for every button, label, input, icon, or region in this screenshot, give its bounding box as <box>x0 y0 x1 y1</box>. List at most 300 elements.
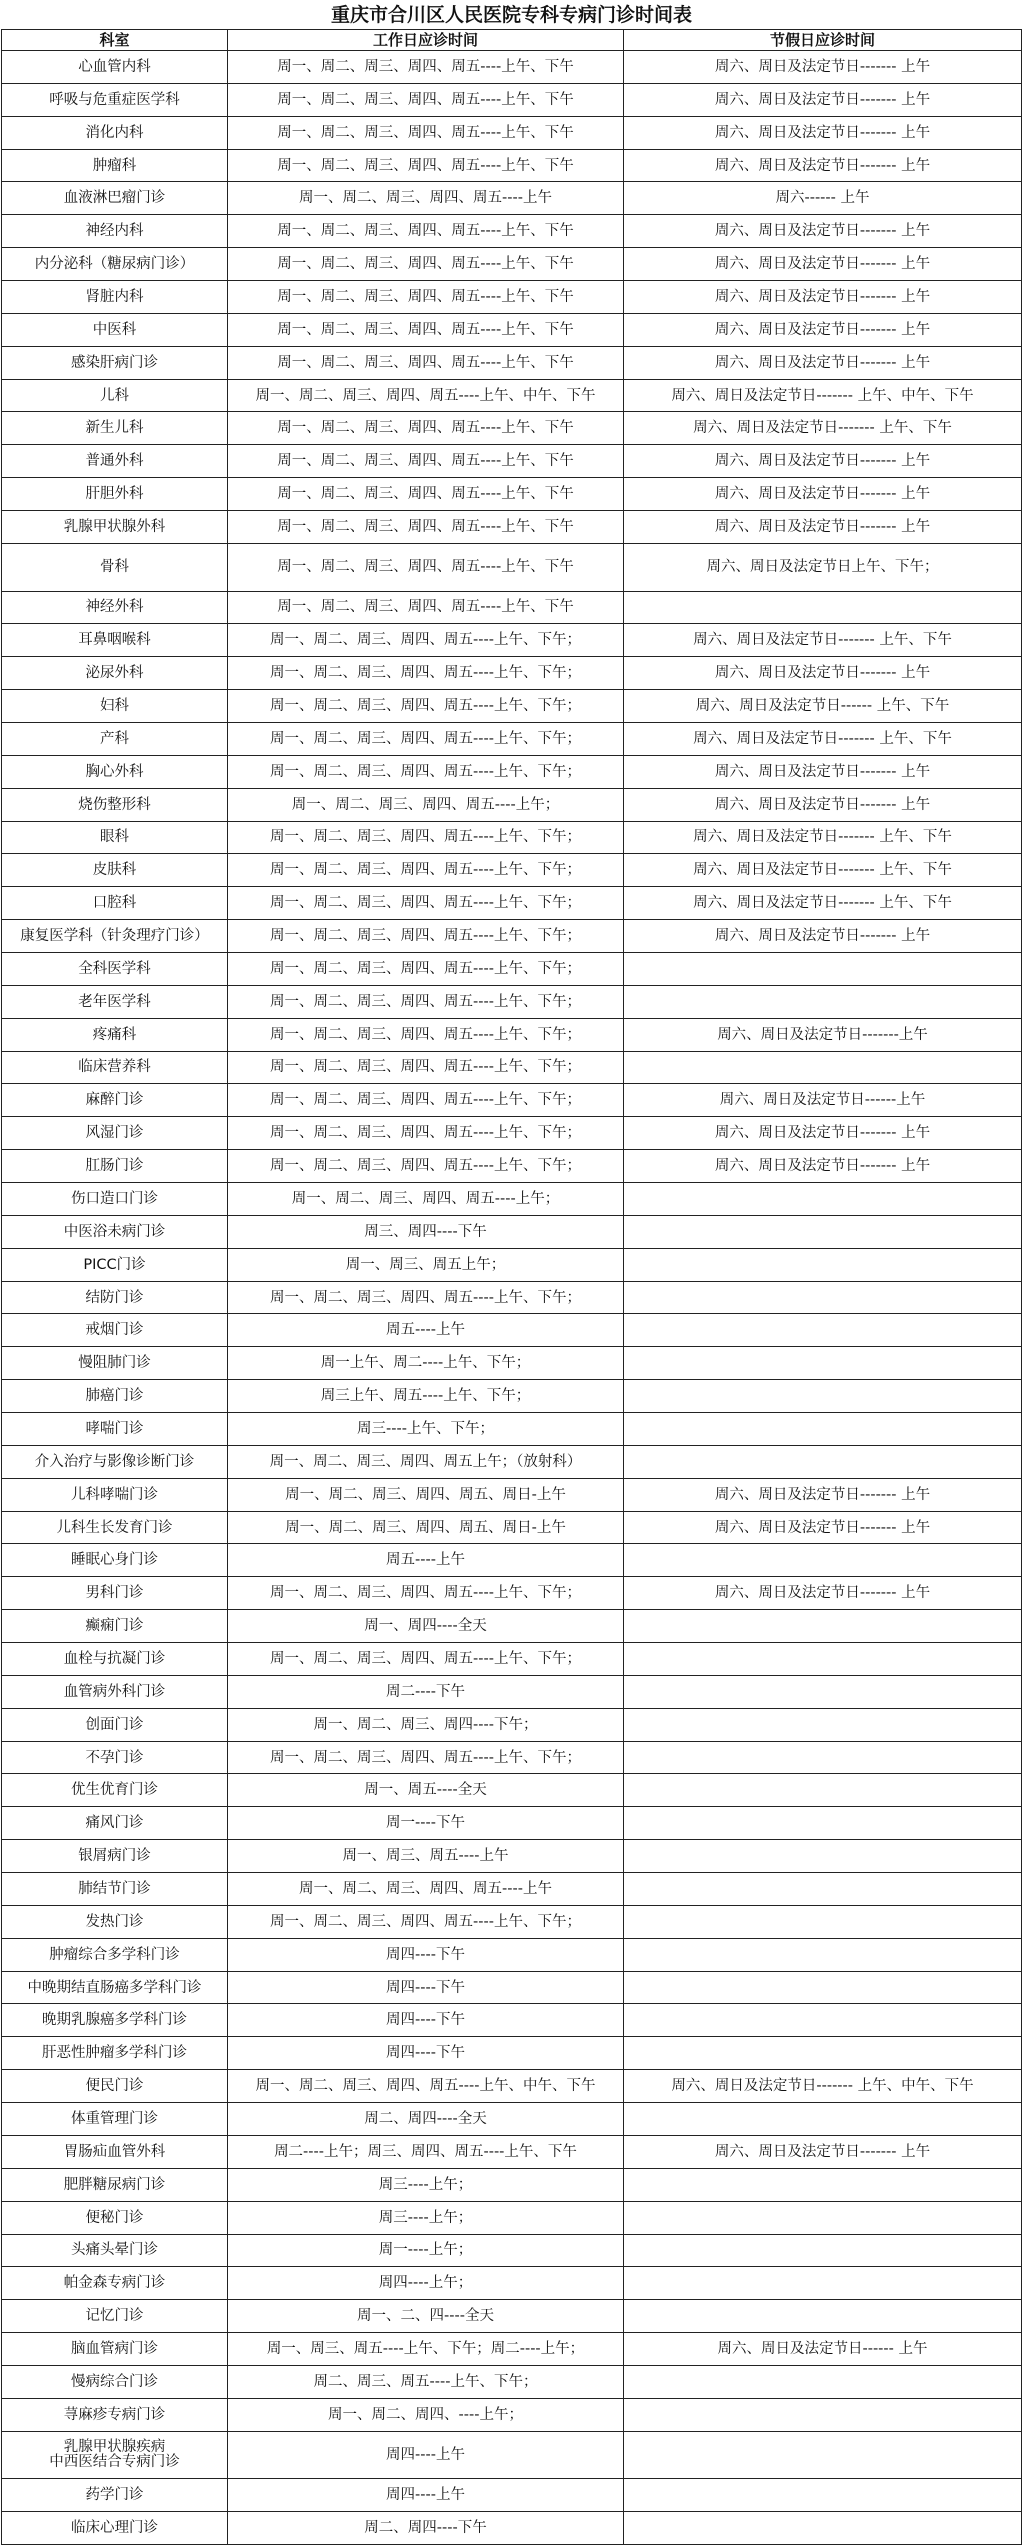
dept-cell: 肥胖糖尿病门诊 <box>2 2168 228 2201</box>
table-row <box>2 788 1022 821</box>
table-row <box>2 2267 1022 2300</box>
dept-cell: 中晚期结直肠癌多学科门诊 <box>2 1971 228 2004</box>
weekday-cell: 周一、周二、周三、周四、周五----上午、下午 <box>228 248 624 281</box>
table-row <box>2 887 1022 920</box>
dept-cell: 儿科 <box>2 379 228 412</box>
dept-cell: 伤口造口门诊 <box>2 1183 228 1216</box>
dept-cell: 创面门诊 <box>2 1708 228 1741</box>
dept-cell: 疼痛科 <box>2 1018 228 1051</box>
dept-cell: 康复医学科（针灸理疗门诊） <box>2 920 228 953</box>
dept-cell: 老年医学科 <box>2 985 228 1018</box>
table-row <box>2 2004 1022 2037</box>
weekday-cell: 周一、周二、周三、周四、周五----上午、下午； <box>228 1643 624 1676</box>
holiday-cell <box>624 2201 1022 2234</box>
holiday-cell: 周六、周日及法定节日------- 上午 <box>624 248 1022 281</box>
page-title: 重庆市合川区人民医院专科专病门诊时间表 <box>330 4 692 26</box>
table-row <box>2 2431 1022 2479</box>
table-row <box>2 1610 1022 1643</box>
dept-cell: 药学门诊 <box>2 2479 228 2512</box>
holiday-cell: 周六、周日及法定节日------- 上午 <box>624 2135 1022 2168</box>
table-row <box>2 2135 1022 2168</box>
dept-cell: 血液淋巴瘤门诊 <box>2 182 228 215</box>
holiday-cell <box>624 2168 1022 2201</box>
table-row <box>2 1643 1022 1676</box>
weekday-cell: 周一、周二、周三、周四、周五----上午、下午； <box>228 952 624 985</box>
holiday-cell: 周六、周日及法定节日------- 上午 <box>624 657 1022 690</box>
dept-cell: 妇科 <box>2 690 228 723</box>
table-row <box>2 1577 1022 1610</box>
holiday-cell: 周六、周日及法定节日------- 上午、下午 <box>624 887 1022 920</box>
weekday-cell: 周四----下午 <box>228 1971 624 2004</box>
weekday-cell: 周三、周四----下午 <box>228 1215 624 1248</box>
table-header-row <box>2 30 1022 51</box>
schedule-table <box>1 29 1022 2545</box>
dept-cell: 介入治疗与影像诊断门诊 <box>2 1445 228 1478</box>
table-row <box>2 2365 1022 2398</box>
weekday-cell: 周一、周二、周三、周四、周五----上午、下午； <box>228 1577 624 1610</box>
table-row <box>2 2479 1022 2512</box>
weekday-cell: 周一、周二、周三、周四、周五----上午、下午 <box>228 478 624 511</box>
dept-cell: 便民门诊 <box>2 2070 228 2103</box>
table-row <box>2 1413 1022 1446</box>
weekday-cell: 周一、周二、周三、周四、周五----上午、下午 <box>228 215 624 248</box>
weekday-cell: 周二、周四----全天 <box>228 2103 624 2136</box>
table-row <box>2 2234 1022 2267</box>
holiday-cell: 周六、周日及法定节日------- 上午 <box>624 1150 1022 1183</box>
dept-cell: 中医浴未病门诊 <box>2 1215 228 1248</box>
weekday-cell: 周一、周二、周三、周四、周五----上午、下午； <box>228 722 624 755</box>
table-row <box>2 281 1022 314</box>
weekday-cell: 周一、周二、周三、周四、周五----上午、下午； <box>228 657 624 690</box>
table-row <box>2 83 1022 116</box>
weekday-cell: 周一、周二、周三、周四、周五----上午、下午； <box>228 624 624 657</box>
holiday-cell: 周六、周日及法定节日------- 上午、下午 <box>624 722 1022 755</box>
weekday-cell: 周四----下午 <box>228 2037 624 2070</box>
weekday-cell: 周一、周二、周三、周四、周五----上午、下午； <box>228 690 624 723</box>
dept-cell: 肺癌门诊 <box>2 1380 228 1413</box>
table-row <box>2 248 1022 281</box>
holiday-cell: 周六、周日及法定节日------- 上午 <box>624 346 1022 379</box>
weekday-cell: 周一、周二、周三、周四、周五----上午、下午； <box>228 821 624 854</box>
holiday-cell <box>624 2365 1022 2398</box>
weekday-cell: 周一、周二、周三、周四、周五----上午、下午 <box>228 281 624 314</box>
weekday-cell: 周一、周二、周三、周四、周五----上午、下午 <box>228 51 624 84</box>
weekday-cell: 周一、周二、周三、周四、周五----上午、下午； <box>228 985 624 1018</box>
holiday-cell: 周六、周日及法定节日------- 上午 <box>624 755 1022 788</box>
table-row <box>2 1117 1022 1150</box>
table-row <box>2 1478 1022 1511</box>
dept-cell: 晚期乳腺癌多学科门诊 <box>2 2004 228 2037</box>
dept-cell: 乳腺甲状腺疾病 中西医结合专病门诊 <box>2 2431 228 2479</box>
weekday-cell: 周一、周二、周三、周四、周五----上午、下午 <box>228 591 624 624</box>
dept-cell: 内分泌科（糖尿病门诊） <box>2 248 228 281</box>
dept-cell: 儿科生长发育门诊 <box>2 1511 228 1544</box>
table-row <box>2 149 1022 182</box>
table-row <box>2 2512 1022 2545</box>
weekday-cell: 周一、周二、周三、周四、周五----上午； <box>228 1183 624 1216</box>
holiday-cell <box>624 1675 1022 1708</box>
dept-cell: 呼吸与危重症医学科 <box>2 83 228 116</box>
weekday-cell: 周一、周二、周三、周四、周五----上午、下午； <box>228 1281 624 1314</box>
table-row <box>2 445 1022 478</box>
holiday-cell: 周六、周日及法定节日------- 上午、中午、下午 <box>624 2070 1022 2103</box>
weekday-cell: 周四----上午 <box>228 2479 624 2512</box>
weekday-cell: 周一、周二、周三、周四、周五----上午、下午； <box>228 854 624 887</box>
table-row <box>2 1248 1022 1281</box>
holiday-cell: 周六、周日及法定节日-------上午 <box>624 1018 1022 1051</box>
table-row <box>2 1150 1022 1183</box>
table-row <box>2 591 1022 624</box>
weekday-cell: 周一、周五----全天 <box>228 1774 624 1807</box>
holiday-cell <box>624 952 1022 985</box>
dept-cell: 临床营养科 <box>2 1051 228 1084</box>
table-row <box>2 1544 1022 1577</box>
weekday-cell: 周二、周四----下午 <box>228 2512 624 2545</box>
weekday-cell: 周一、周二、周三、周四、周五上午；（放射科） <box>228 1445 624 1478</box>
holiday-cell <box>624 1347 1022 1380</box>
table-row <box>2 1511 1022 1544</box>
holiday-cell: 周六、周日及法定节日------- 上午 <box>624 920 1022 953</box>
holiday-cell <box>624 1938 1022 1971</box>
holiday-cell <box>624 1051 1022 1084</box>
table-row <box>2 1347 1022 1380</box>
table-row <box>2 215 1022 248</box>
dept-cell: 肿瘤科 <box>2 149 228 182</box>
holiday-cell: 周六、周日及法定节日------- 上午 <box>624 215 1022 248</box>
table-row <box>2 722 1022 755</box>
dept-cell: 发热门诊 <box>2 1905 228 1938</box>
table-row <box>2 624 1022 657</box>
dept-cell: 烧伤整形科 <box>2 788 228 821</box>
dept-cell: 中医科 <box>2 313 228 346</box>
dept-cell: 血管病外科门诊 <box>2 1675 228 1708</box>
table-row <box>2 920 1022 953</box>
table-row <box>2 2300 1022 2333</box>
dept-cell: 荨麻疹专病门诊 <box>2 2398 228 2431</box>
table-row <box>2 2333 1022 2366</box>
dept-cell: 肿瘤综合多学科门诊 <box>2 1938 228 1971</box>
weekday-cell: 周四----下午 <box>228 2004 624 2037</box>
holiday-cell: 周六、周日及法定节日------- 上午 <box>624 1117 1022 1150</box>
holiday-cell: 周六、周日及法定节日------- 上午 <box>624 1511 1022 1544</box>
weekday-cell: 周一、周二、周三、周四、周五----上午、下午 <box>228 149 624 182</box>
weekday-cell: 周一、周三、周五----上午、下午；周二----上午； <box>228 2333 624 2366</box>
weekday-cell: 周一、周二、周三、周四、周五----上午、下午； <box>228 1117 624 1150</box>
header-holiday: 节假日应诊时间 <box>624 30 1022 51</box>
dept-cell: 骨科 <box>2 543 228 591</box>
weekday-cell: 周一、周二、周三、周四、周五----上午、下午； <box>228 1051 624 1084</box>
dept-cell: 泌尿外科 <box>2 657 228 690</box>
table-row <box>2 854 1022 887</box>
dept-cell: 临床心理门诊 <box>2 2512 228 2545</box>
table-row <box>2 51 1022 84</box>
weekday-cell: 周四----上午； <box>228 2267 624 2300</box>
table-row <box>2 2070 1022 2103</box>
table-row <box>2 1873 1022 1906</box>
holiday-cell <box>624 1314 1022 1347</box>
holiday-cell <box>624 1281 1022 1314</box>
holiday-cell: 周六、周日及法定节日------- 上午 <box>624 788 1022 821</box>
dept-cell: 肾脏内科 <box>2 281 228 314</box>
dept-cell: 睡眠心身门诊 <box>2 1544 228 1577</box>
dept-cell: 帕金森专病门诊 <box>2 2267 228 2300</box>
weekday-cell: 周一、周二、周三、周四----下午； <box>228 1708 624 1741</box>
dept-cell: 便秘门诊 <box>2 2201 228 2234</box>
holiday-cell: 周六、周日及法定节日上午、下午； <box>624 543 1022 591</box>
table-row <box>2 478 1022 511</box>
holiday-cell <box>624 1215 1022 1248</box>
table-row <box>2 1774 1022 1807</box>
holiday-cell <box>624 1971 1022 2004</box>
holiday-cell: 周六、周日及法定节日------- 上午 <box>624 478 1022 511</box>
weekday-cell: 周一、周二、周三、周四、周五----上午、下午 <box>228 412 624 445</box>
weekday-cell: 周一、周二、周三、周四、周五----上午、下午 <box>228 511 624 544</box>
table-row <box>2 1051 1022 1084</box>
holiday-cell <box>624 2103 1022 2136</box>
dept-cell: 耳鼻咽喉科 <box>2 624 228 657</box>
table-row <box>2 543 1022 591</box>
dept-cell: 痛风门诊 <box>2 1807 228 1840</box>
weekday-cell: 周一、周二、周三、周四、周五----上午、下午； <box>228 755 624 788</box>
table-row <box>2 1281 1022 1314</box>
dept-cell: 肺结节门诊 <box>2 1873 228 1906</box>
table-row <box>2 1840 1022 1873</box>
weekday-cell: 周二、周三、周五----上午、下午； <box>228 2365 624 2398</box>
dept-cell: 胸心外科 <box>2 755 228 788</box>
table-row <box>2 313 1022 346</box>
weekday-cell: 周一、周二、周三、周四、周五----上午； <box>228 788 624 821</box>
holiday-cell: 周六、周日及法定节日------- 上午 <box>624 83 1022 116</box>
dept-cell: 产科 <box>2 722 228 755</box>
dept-cell: 口腔科 <box>2 887 228 920</box>
holiday-cell <box>624 1741 1022 1774</box>
dept-cell: 戒烟门诊 <box>2 1314 228 1347</box>
table-row <box>2 690 1022 723</box>
weekday-cell: 周一、周二、周三、周四、周五----上午 <box>228 182 624 215</box>
table-row <box>2 1314 1022 1347</box>
holiday-cell <box>624 1183 1022 1216</box>
table-row <box>2 952 1022 985</box>
holiday-cell <box>624 1807 1022 1840</box>
table-row <box>2 1183 1022 1216</box>
holiday-cell: 周六、周日及法定节日------- 上午 <box>624 51 1022 84</box>
holiday-cell <box>624 2037 1022 2070</box>
header-weekday: 工作日应诊时间 <box>228 30 624 51</box>
dept-cell: 血栓与抗凝门诊 <box>2 1643 228 1676</box>
table-row <box>2 1675 1022 1708</box>
holiday-cell: 周六、周日及法定节日------- 上午 <box>624 116 1022 149</box>
dept-cell: 慢阻肺门诊 <box>2 1347 228 1380</box>
dept-cell: 慢病综合门诊 <box>2 2365 228 2398</box>
table-row <box>2 1708 1022 1741</box>
table-row <box>2 1905 1022 1938</box>
dept-cell: 消化内科 <box>2 116 228 149</box>
holiday-cell <box>624 1840 1022 1873</box>
weekday-cell: 周一、周二、周三、周四、周五----上午 <box>228 1873 624 1906</box>
holiday-cell <box>624 2398 1022 2431</box>
table-row <box>2 1084 1022 1117</box>
holiday-cell <box>624 985 1022 1018</box>
holiday-cell <box>624 2512 1022 2545</box>
table-row <box>2 1938 1022 1971</box>
dept-cell: 心血管内科 <box>2 51 228 84</box>
weekday-cell: 周一----上午； <box>228 2234 624 2267</box>
weekday-cell: 周一上午、周二----上午、下午； <box>228 1347 624 1380</box>
weekday-cell: 周一、周二、周三、周四、周五----上午、下午； <box>228 1084 624 1117</box>
holiday-cell <box>624 1643 1022 1676</box>
holiday-cell <box>624 1610 1022 1643</box>
holiday-cell <box>624 1774 1022 1807</box>
weekday-cell: 周一、周二、周三、周四、周五----上午、下午； <box>228 920 624 953</box>
table-row <box>2 2037 1022 2070</box>
dept-cell: 风湿门诊 <box>2 1117 228 1150</box>
holiday-cell: 周六------ 上午 <box>624 182 1022 215</box>
dept-cell: 神经内科 <box>2 215 228 248</box>
weekday-cell: 周四----下午 <box>228 1938 624 1971</box>
holiday-cell <box>624 2267 1022 2300</box>
weekday-cell: 周一、周二、周三、周四、周五----上午、下午； <box>228 1741 624 1774</box>
table-row <box>2 379 1022 412</box>
dept-cell: PICC门诊 <box>2 1248 228 1281</box>
dept-cell: 肝恶性肿瘤多学科门诊 <box>2 2037 228 2070</box>
dept-cell: 乳腺甲状腺外科 <box>2 511 228 544</box>
dept-cell: 结防门诊 <box>2 1281 228 1314</box>
table-row <box>2 755 1022 788</box>
dept-cell: 头痛头晕门诊 <box>2 2234 228 2267</box>
table-row <box>2 511 1022 544</box>
weekday-cell: 周一、周二、周三、周四、周五----上午、下午 <box>228 313 624 346</box>
holiday-cell <box>624 2234 1022 2267</box>
dept-cell: 男科门诊 <box>2 1577 228 1610</box>
table-row <box>2 1971 1022 2004</box>
dept-cell: 记忆门诊 <box>2 2300 228 2333</box>
holiday-cell <box>624 1413 1022 1446</box>
table-row <box>2 346 1022 379</box>
table-body <box>2 51 1022 2545</box>
header-dept: 科室 <box>2 30 228 51</box>
dept-cell: 全科医学科 <box>2 952 228 985</box>
dept-cell: 麻醉门诊 <box>2 1084 228 1117</box>
weekday-cell: 周一、周二、周三、周四、周五----上午、下午 <box>228 543 624 591</box>
holiday-cell: 周六、周日及法定节日------- 上午 <box>624 511 1022 544</box>
table-row <box>2 2168 1022 2201</box>
table-row <box>2 1215 1022 1248</box>
weekday-cell: 周一、周二、周三、周四、周五、周日-上午 <box>228 1511 624 1544</box>
table-row <box>2 182 1022 215</box>
weekday-cell: 周一、周二、周三、周四、周五----上午、下午； <box>228 1905 624 1938</box>
table-row <box>2 1018 1022 1051</box>
weekday-cell: 周一、周三、周五----上午 <box>228 1840 624 1873</box>
dept-cell: 银屑病门诊 <box>2 1840 228 1873</box>
weekday-cell: 周三----上午； <box>228 2201 624 2234</box>
holiday-cell: 周六、周日及法定节日------- 上午 <box>624 281 1022 314</box>
holiday-cell: 周六、周日及法定节日------上午 <box>624 1084 1022 1117</box>
weekday-cell: 周一、周四----全天 <box>228 1610 624 1643</box>
dept-cell: 哮喘门诊 <box>2 1413 228 1446</box>
weekday-cell: 周一、周二、周三、周四、周五----上午、下午； <box>228 887 624 920</box>
weekday-cell: 周一、周二、周三、周四、周五、周日-上午 <box>228 1478 624 1511</box>
holiday-cell: 周六、周日及法定节日------- 上午、下午 <box>624 821 1022 854</box>
weekday-cell: 周一、周二、周三、周四、周五----上午、下午 <box>228 83 624 116</box>
table-row <box>2 1445 1022 1478</box>
holiday-cell <box>624 591 1022 624</box>
holiday-cell <box>624 1873 1022 1906</box>
dept-cell: 优生优育门诊 <box>2 1774 228 1807</box>
dept-cell: 神经外科 <box>2 591 228 624</box>
table-row <box>2 985 1022 1018</box>
holiday-cell: 周六、周日及法定节日------- 上午、下午 <box>624 624 1022 657</box>
weekday-cell: 周一、周三、周五上午； <box>228 1248 624 1281</box>
dept-cell: 肝胆外科 <box>2 478 228 511</box>
weekday-cell: 周五----上午 <box>228 1314 624 1347</box>
holiday-cell: 周六、周日及法定节日------- 上午、下午 <box>624 412 1022 445</box>
holiday-cell: 周六、周日及法定节日------- 上午、下午 <box>624 854 1022 887</box>
table-row <box>2 1741 1022 1774</box>
holiday-cell <box>624 1544 1022 1577</box>
holiday-cell: 周六、周日及法定节日------ 上午 <box>624 2333 1022 2366</box>
dept-cell: 儿科哮喘门诊 <box>2 1478 228 1511</box>
holiday-cell <box>624 1248 1022 1281</box>
weekday-cell: 周一、周二、周三、周四、周五----上午、下午； <box>228 1150 624 1183</box>
weekday-cell: 周五----上午 <box>228 1544 624 1577</box>
dept-cell: 胃肠疝血管外科 <box>2 2135 228 2168</box>
dept-cell: 感染肝病门诊 <box>2 346 228 379</box>
holiday-cell: 周六、周日及法定节日------- 上午 <box>624 1478 1022 1511</box>
weekday-cell: 周一、二、四----全天 <box>228 2300 624 2333</box>
table-row <box>2 116 1022 149</box>
dept-cell: 不孕门诊 <box>2 1741 228 1774</box>
weekday-cell: 周一、周二、周三、周四、周五----上午、下午 <box>228 116 624 149</box>
holiday-cell <box>624 2431 1022 2479</box>
table-row <box>2 1807 1022 1840</box>
table-row <box>2 2103 1022 2136</box>
weekday-cell: 周一、周二、周三、周四、周五----上午、下午 <box>228 445 624 478</box>
weekday-cell: 周三----上午； <box>228 2168 624 2201</box>
holiday-cell <box>624 1708 1022 1741</box>
weekday-cell: 周一、周二、周四、----上午； <box>228 2398 624 2431</box>
weekday-cell: 周一、周二、周三、周四、周五----上午、中午、下午 <box>228 379 624 412</box>
weekday-cell: 周三上午、周五----上午、下午； <box>228 1380 624 1413</box>
table-row <box>2 412 1022 445</box>
table-row <box>2 1380 1022 1413</box>
holiday-cell <box>624 2479 1022 2512</box>
holiday-cell <box>624 2300 1022 2333</box>
weekday-cell: 周二----下午 <box>228 1675 624 1708</box>
holiday-cell <box>624 2004 1022 2037</box>
holiday-cell: 周六、周日及法定节日------- 上午 <box>624 313 1022 346</box>
dept-cell: 眼科 <box>2 821 228 854</box>
holiday-cell <box>624 1380 1022 1413</box>
weekday-cell: 周一、周二、周三、周四、周五----上午、中午、下午 <box>228 2070 624 2103</box>
dept-cell: 体重管理门诊 <box>2 2103 228 2136</box>
weekday-cell: 周四----上午 <box>228 2431 624 2479</box>
table-row <box>2 2201 1022 2234</box>
table-row <box>2 657 1022 690</box>
dept-cell: 皮肤科 <box>2 854 228 887</box>
weekday-cell: 周一----下午 <box>228 1807 624 1840</box>
dept-cell: 脑血管病门诊 <box>2 2333 228 2366</box>
weekday-cell: 周一、周二、周三、周四、周五----上午、下午； <box>228 1018 624 1051</box>
holiday-cell: 周六、周日及法定节日------- 上午、中午、下午 <box>624 379 1022 412</box>
dept-cell: 普通外科 <box>2 445 228 478</box>
dept-cell: 癫痫门诊 <box>2 1610 228 1643</box>
table-row <box>2 821 1022 854</box>
holiday-cell <box>624 1905 1022 1938</box>
weekday-cell: 周二----上午；周三、周四、周五----上午、下午 <box>228 2135 624 2168</box>
dept-cell: 新生儿科 <box>2 412 228 445</box>
holiday-cell: 周六、周日及法定节日------- 上午 <box>624 1577 1022 1610</box>
weekday-cell: 周三----上午、下午； <box>228 1413 624 1446</box>
